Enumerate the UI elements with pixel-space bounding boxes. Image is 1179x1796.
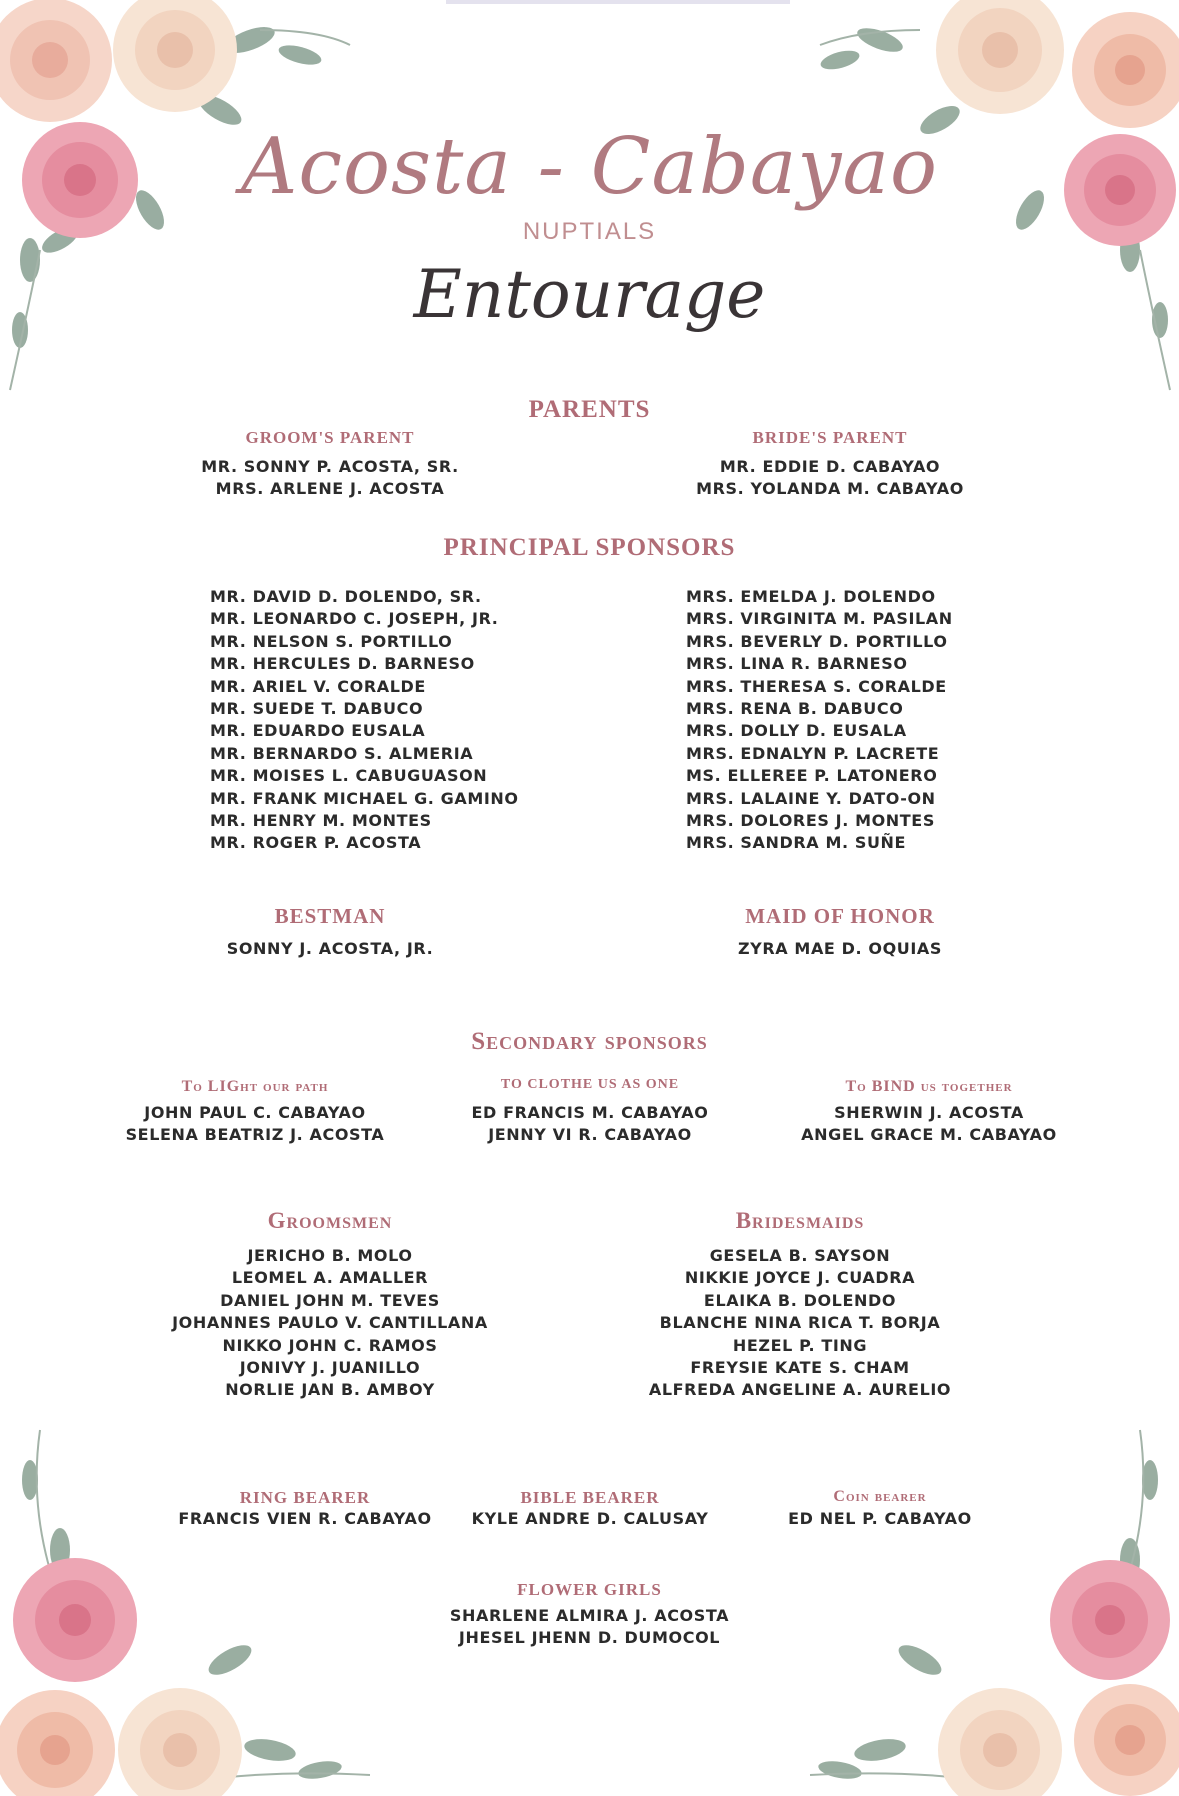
list-item: MR. DAVID D. DOLENDO, SR.: [210, 587, 482, 606]
list-item: MRS. VIRGINITA M. PASILAN: [686, 609, 953, 629]
list-item: DANIEL JOHN M. TEVES: [220, 1290, 440, 1310]
list-item: JERICHO B. MOLO: [247, 1246, 413, 1265]
list-item: NIKKO JOHN C. RAMOS: [222, 1335, 438, 1355]
nuptials-subtitle: NUPTIALS: [522, 218, 657, 245]
list-item: BLANCHE NINA RICA T. BORJA: [659, 1313, 941, 1333]
couple-names-title: Acosta - Cabayao: [241, 122, 938, 212]
grooms-parent-label: GROOM'S PARENT: [245, 428, 415, 447]
maid-of-honor-label: MAID OF HONOR: [745, 904, 935, 928]
top-edge-strip: [446, 0, 790, 4]
list-item: JOHN PAUL C. CABAYAO: [144, 1103, 366, 1122]
bestman-name: SONNY J. ACOSTA, JR.: [226, 939, 434, 958]
list-item: ELAIKA B. DOLENDO: [703, 1290, 897, 1310]
brides-parent-names: [680, 456, 980, 501]
bridesmaids-heading: Bridesmaids: [735, 1208, 865, 1233]
list-item: MR. ROGER P. ACOSTA: [210, 833, 422, 853]
list-item: MS. ELLEREE P. LATONERO: [686, 766, 938, 786]
bible-bearer-name: KYLE ANDRE D. CALUSAY: [471, 1509, 709, 1528]
coin-bearer-name: ED NEL P. CABAYAO: [788, 1509, 972, 1528]
list-item: MRS. LINA R. BARNESO: [686, 654, 908, 674]
list-item: NIKKIE JOYCE J. CUADRA: [684, 1268, 916, 1288]
list-item: SELENA BEATRIZ J. ACOSTA: [125, 1125, 385, 1145]
entourage-title: Entourage: [413, 256, 766, 333]
list-item: MRS. ARLENE J. ACOSTA: [215, 479, 445, 499]
list-item: MR. SONNY P. ACOSTA, SR.: [201, 457, 459, 476]
list-item: HEZEL P. TING: [732, 1335, 868, 1355]
list-item: MR. HERCULES D. BARNESO: [210, 654, 475, 674]
list-item: JENNY VI R. CABAYAO: [488, 1125, 692, 1145]
list-item: MR. ARIEL V. CORALDE: [210, 676, 426, 696]
parents-heading: PARENTS: [528, 396, 651, 423]
list-item: ALFREDA ANGELINE A. AURELIO: [648, 1380, 952, 1400]
list-item: MR. BERNARDO S. ALMERIA: [210, 743, 474, 763]
list-item: MR. NELSON S. PORTILLO: [210, 631, 453, 651]
coin-bearer-label: Coin bearer: [833, 1488, 927, 1505]
list-item: MRS. LALAINE Y. DATO-ON: [686, 788, 936, 808]
bridesmaids-list: [600, 1245, 1000, 1402]
list-item: SHERWIN J. ACOSTA: [834, 1103, 1024, 1122]
principal-sponsors-heading: PRINCIPAL SPONSORS: [443, 534, 736, 561]
ring-bearer-label: RING BEARER: [239, 1488, 371, 1507]
list-item: MRS. DOLLY D. EUSALA: [686, 721, 907, 741]
list-item: MR. EDUARDO EUSALA: [210, 721, 426, 741]
list-item: NORLIE JAN B. AMBOY: [225, 1380, 435, 1400]
clothe-label: TO CLOTHE US AS ONE: [500, 1077, 680, 1092]
list-item: MRS. EMELDA J. DOLENDO: [686, 587, 936, 606]
list-item: LEOMEL A. AMALLER: [231, 1268, 429, 1288]
light-path-label: To LIGht our path: [181, 1078, 329, 1095]
list-item: MRS. DOLORES J. MONTES: [686, 810, 935, 830]
list-item: MR. MOISES L. CABUGUASON: [210, 766, 488, 786]
bible-bearer-label: BIBLE BEARER: [520, 1488, 660, 1507]
light-path-names: [100, 1102, 410, 1147]
groomsmen-list: [130, 1245, 530, 1402]
list-item: MRS. THERESA S. CORALDE: [686, 676, 947, 696]
list-item: SHARLENE ALMIRA J. ACOSTA: [449, 1606, 730, 1625]
maid-of-honor-name: ZYRA MAE D. OQUIAS: [737, 939, 943, 958]
list-item: MRS. SANDRA M. SUÑE: [686, 833, 907, 853]
list-item: MRS. EDNALYN P. LACRETE: [686, 743, 940, 763]
list-item: MR. EDDIE D. CABAYAO: [719, 457, 941, 476]
list-item: GESELA B. SAYSON: [709, 1246, 891, 1265]
principal-sponsors-left-list: [210, 586, 519, 855]
list-item: JOHANNES PAULO V. CANTILLANA: [172, 1313, 488, 1333]
bestman-label: BESTMAN: [274, 904, 386, 928]
flower-girls-list: [0, 1605, 1179, 1650]
bind-names: [770, 1102, 1088, 1147]
secondary-sponsors-heading: Secondary sponsors: [471, 1028, 708, 1055]
clothe-names: [435, 1102, 745, 1147]
ring-bearer-name: FRANCIS VIEN R. CABAYAO: [178, 1509, 432, 1528]
brides-parent-label: BRIDE'S PARENT: [752, 428, 908, 447]
list-item: MR. LEONARDO C. JOSEPH, JR.: [210, 609, 499, 629]
bind-label: To BIND us together: [845, 1078, 1013, 1095]
list-item: FREYSIE KATE S. CHAM: [690, 1357, 910, 1377]
list-item: MRS. BEVERLY D. PORTILLO: [686, 631, 948, 651]
principal-sponsors-right-list: [686, 586, 953, 855]
list-item: JONIVY J. JUANILLO: [239, 1357, 421, 1377]
list-item: ED FRANCIS M. CABAYAO: [471, 1103, 709, 1122]
list-item: MR. SUEDE T. DABUCO: [210, 698, 424, 718]
list-item: JHESEL JHENN D. DUMOCOL: [458, 1628, 721, 1648]
list-item: MRS. RENA B. DABUCO: [686, 698, 904, 718]
flower-girls-label: FLOWER GIRLS: [517, 1580, 662, 1599]
list-item: MRS. YOLANDA M. CABAYAO: [696, 479, 964, 499]
list-item: ANGEL GRACE M. CABAYAO: [801, 1125, 1057, 1145]
list-item: MR. HENRY M. MONTES: [210, 810, 432, 830]
grooms-parent-names: [180, 456, 480, 501]
list-item: MR. FRANK MICHAEL G. GAMINO: [210, 788, 519, 808]
groomsmen-heading: Groomsmen: [267, 1208, 393, 1233]
